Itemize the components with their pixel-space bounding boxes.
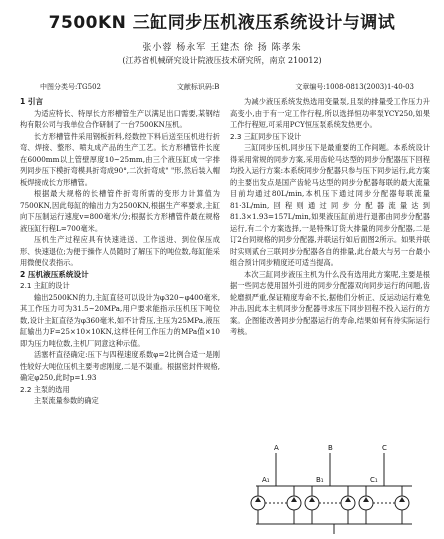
paragraph: 长方形槽管件采用钢板折料,经数控下料后送至压机进行折弯、焊接、整形、喷丸成产品的生产工艺。长方形槽管件长度在6000mm以上管壁厚度10~25mm,由三个液压缸成一字排列同步压下模折弯模具折弯成90°,二次折弯成" "形,然后装入帽板焊接成长方形槽管。: [20, 131, 220, 187]
document-code: 文献标识码:B: [176, 83, 220, 91]
paper-title: 7500KN 三缸同步压机液压系统设计与调试: [48, 13, 396, 33]
motor-unit-2: [287, 486, 301, 524]
article-number: 文章编号:1008-0813(2003)1-40-03: [295, 83, 414, 91]
motor-unit-1: [251, 486, 265, 524]
circuit-svg: [236, 440, 432, 535]
left-column: [20, 96, 220, 407]
subsection-heading: 2.1 主缸的设计: [20, 281, 70, 290]
motor-unit-6: [395, 486, 409, 524]
section-heading-design: 2 压机液压系统设计: [20, 269, 89, 279]
sync-divider-diagram: [236, 440, 432, 535]
author-list: 张小蓉 杨永军 王建杰 徐 扬 陈孝朱: [142, 43, 302, 53]
paragraph: 为减少液压系统发热选用变量泵,且泵的排量受工作压力升高变小,由于有一定工作行程,所以选择恒功率泵YCY250,如果工作行程短,可采用PCY恒压泵系统发热更小。: [230, 97, 430, 129]
motor-unit-4: [341, 486, 355, 524]
right-column: [230, 96, 430, 338]
label-b: B: [328, 444, 333, 452]
clc-number: 中图分类号:TG502: [40, 83, 101, 91]
motor-unit-5: [359, 486, 373, 524]
subsection-heading: 2.2 主泵的选用: [20, 384, 70, 394]
label-c1: C₁: [370, 476, 378, 484]
paragraph: 本次三缸同步液压主机为什么没有选用此方案呢,主要是根据一些同志使用国外引进的同步分配器双向同步运行的问题,齿轮磨损严重,保证精度寿命不长,据他们分析正、反运动运行难免冲击,因此本主机同步分配器寻求压下同步回程不投入运行的方案。企图能改善同步分配器运行的寿命,结果如何有待实际运行考核。: [230, 269, 430, 336]
subsection-heading: 2.3 三缸同步压下设计: [230, 131, 302, 141]
paragraph: 输出2500KN的力,主缸直径可以设计为φ320~φ400毫米,其工作压力可为31.5~20MPa,用户要求能指示压机压下吨位数,设计主缸直径为φ360毫米,如不计背压,主压为25MPa,液压缸输出力F=25×10×10KN,这样任何工作压力的MPa值×10即为压力吨位数,主机厂同意这种示值。: [20, 292, 220, 348]
label-a1: A₁: [262, 476, 270, 484]
paragraph: 为适应特长、特厚长方形槽管生产以满足出口需要,某钢结构有限公司与我单位合作研制了一台7500KN压机。: [20, 108, 220, 129]
label-c: C: [382, 444, 387, 452]
section-heading-intro: 1 引言: [20, 97, 44, 106]
article-meta: [40, 82, 414, 92]
paragraph: 三缸同步压机,同步压下是最重要的工作间题。本系统设计得采用常规的同步方案,采用齿轮马达型的同步分配器压下回程均投入运行方案:本系统同步分配器只参与压下同步运行,此方案的主要出发点是国产齿轮马达型的同步分配器每联的最大流量目前均通过80L/min,本机压下通过同步分配器每联流量81·3L/min,回程则通过同步分配器流量达到81.3×1.93=157L/min,如果液压缸前进行退都由同步分配器运行,有二个方案选择,一是特殊订货大排量的同步分配器,二是订2台同规格的同步分配器,并联运行如后面图2所示。如果并联时实则贰台三联同步分配器各自的排量,此台最大与另一台最小组合预计同步精度还可适当提高。: [230, 143, 430, 267]
paragraph: 压机生产过程应具有快速进送、工作送进、到位保压成形、快速退位;为便于操作人员随时了解压下的吨位数,每缸能采用微便仪表指示。: [20, 235, 220, 267]
paragraph: 主泵流量参数的确定: [34, 396, 99, 405]
paragraph: 活塞杆直径确定:压下与四程速度系数φ=2比例合适一是刚性较好大吨位压机主要考虑刚度,二是不渠重。根据密封件规格,确定φ250,此时p=1.93: [20, 350, 220, 382]
label-b1: B₁: [316, 476, 324, 484]
affiliation: (江苏省机械研究设计院液压技术研究所，南京 210012): [122, 56, 322, 65]
paragraph: 根据最大规格的长槽管件折弯所需的变形力计算值为7500KN,因此每缸的输出力为2500KN,根据生产率要求,主缸向下压制运行速度v=800毫米/分;根据长方形槽管件最在规格液压缸行程L=700毫米。: [20, 189, 220, 233]
label-a: A: [274, 444, 279, 452]
motor-unit-3: [305, 486, 319, 524]
